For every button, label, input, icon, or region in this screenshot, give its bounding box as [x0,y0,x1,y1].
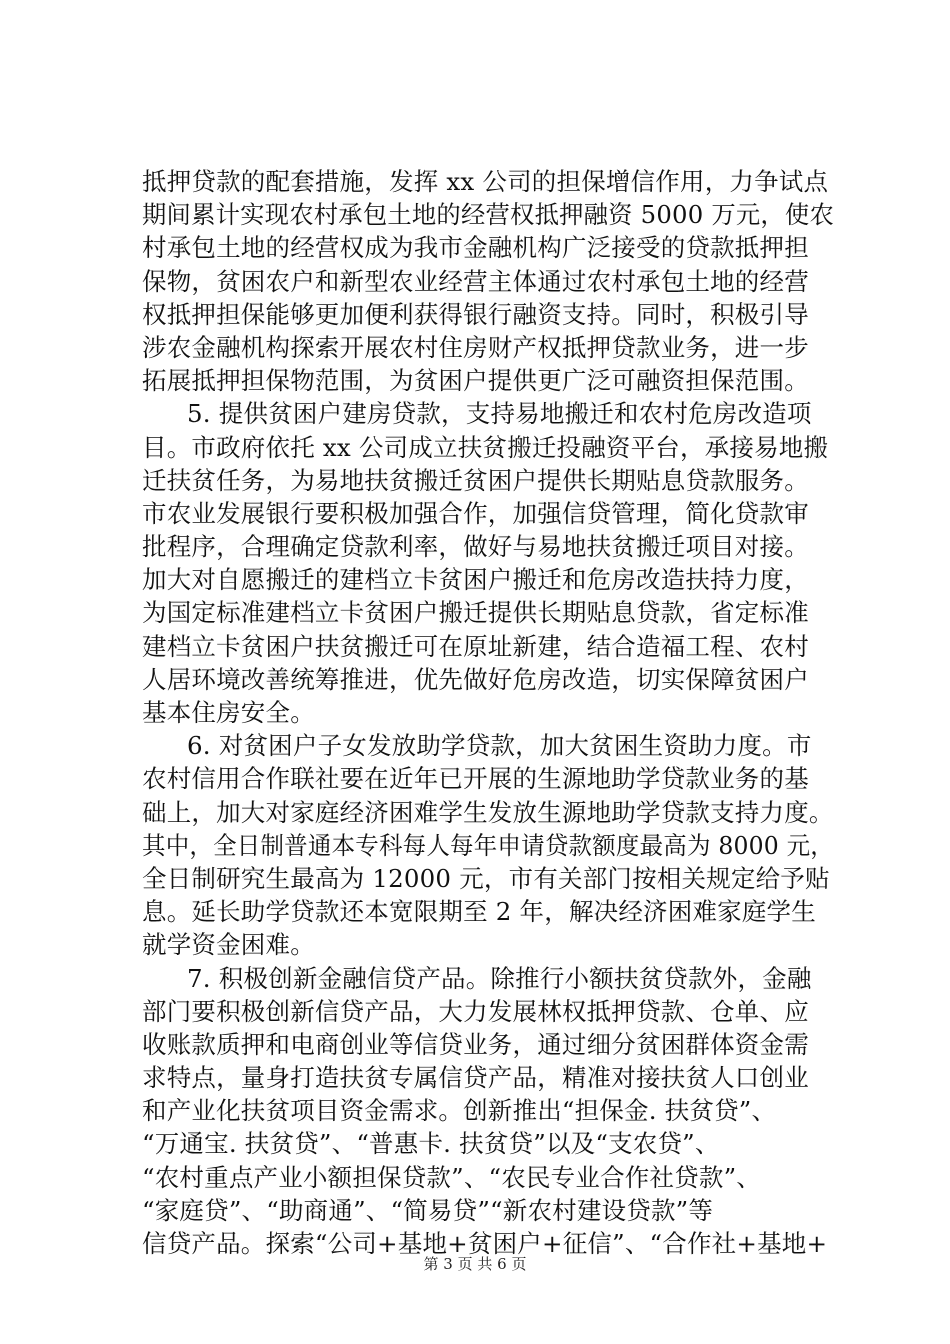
text-line: 加大对自愿搬迁的建档立卡贫困户搬迁和危房改造扶持力度， [142,565,809,595]
text-line: 全日制研究生最高为 12000 元，市有关部门按相关规定给予贴 [142,863,830,893]
text-line: 基本住房安全。 [142,698,315,727]
text-line: 础上，加大对家庭经济困难学生发放生源地助学贷款支持力度。 [142,797,834,827]
text-line: 就学资金困难。 [142,930,315,960]
text-line: 期间累计实现农村承包土地的经营权抵押融资 5000 万元，使农 [142,200,834,230]
text-line: 农村信用合作联社要在近年已开展的生源地助学贷款业务的基 [142,764,809,794]
text-line: 其中，全日制普通本专科每人每年申请贷款额度最高为 8000 元， [142,830,834,860]
text-line: 和产业化扶贫项目资金需求。创新推出“担保金. 扶贫贷”、 [142,1096,777,1126]
text-line: 市农业发展银行要积极加强合作，加强信贷管理，简化贷款审 [142,498,809,528]
paragraph-first-line: 6. 对贫困户子女发放助学贷款，加大贫困生资助力度。市 [187,731,812,761]
text-line: 涉农金融机构探索开展农村住房财产权抵押贷款业务，进一步 [142,332,809,362]
text-line: 为国定标准建档立卡贫困户搬迁提供长期贴息贷款，省定标准 [142,598,809,628]
text-line: 部门要积极创新信贷产品，大力发展林权抵押贷款、仓单、应 [142,996,809,1026]
text-line: 保物，贫困农户和新型农业经营主体通过农村承包土地的经营 [142,266,809,296]
text-line: 拓展抵押担保物范围，为贫困户提供更广泛可融资担保范围。 [142,366,809,396]
text-line: 批程序，合理确定贷款利率，做好与易地扶贫搬迁项目对接。 [142,532,809,562]
document-body [142,165,834,1260]
text-line: “万通宝. 扶贫贷”、“普惠卡. 扶贫贷”以及“支农贷”、 [142,1129,720,1159]
text-line: 求特点，量身打造扶贫专属信贷产品，精准对接扶贫人口创业 [142,1063,809,1093]
text-line: 迁扶贫任务，为易地扶贫搬迁贫困户提供长期贴息贷款服务。 [142,465,809,495]
text-line: 息。延长助学贷款还本宽限期至 2 年，解决经济困难家庭学生 [142,897,816,927]
text-line: 抵押贷款的配套措施，发挥 xx 公司的担保增信作用，力争试点 [142,167,829,196]
page-footer: 第 3 页 共 6 页 [423,1255,527,1273]
text-line: 权抵押担保能够更加便利获得银行融资支持。同时，积极引导 [142,299,809,329]
text-line: 信贷产品。探索“公司+基地+贫困户+征信”、“合作社+基地+ [142,1229,828,1258]
text-line: 村承包土地的经营权成为我市金融机构广泛接受的贷款抵押担 [142,233,809,263]
text-line: 收账款质押和电商创业等信贷业务，通过细分贫困群体资金需 [142,1029,809,1059]
text-line: 人居环境改善统筹推进，优先做好危房改造，切实保障贫困户 [142,664,809,694]
text-line: 目。市政府依托 xx 公司成立扶贫搬迁投融资平台，承接易地搬 [142,432,829,462]
paragraph-first-line: 7. 积极创新金融信贷产品。除推行小额扶贫贷款外，金融 [187,963,812,993]
text-line: “农村重点产业小额担保贷款”、“农民专业合作社贷款”、 [142,1162,761,1192]
text-line: “家庭贷”、“助商通”、“简易贷”“新农村建设贷款”等 [142,1195,714,1225]
text-line: 建档立卡贫困户扶贫搬迁可在原址新建，结合造福工程、农村 [142,631,809,661]
paragraph-first-line: 5. 提供贫困户建房贷款，支持易地搬迁和农村危房改造项 [187,399,812,429]
